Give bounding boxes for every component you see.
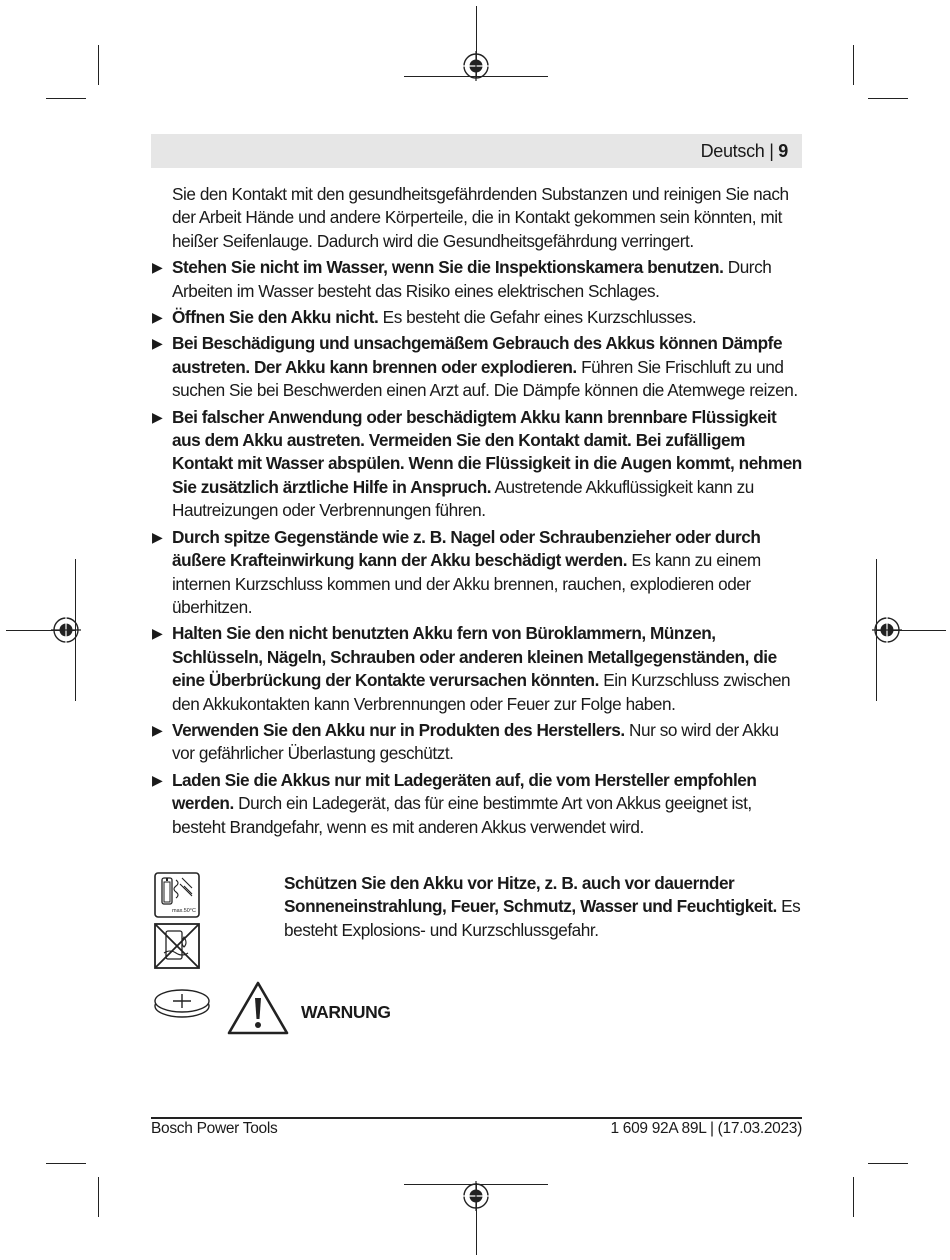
list-item bbox=[151, 256, 803, 303]
intro-paragraph: Sie den Kontakt mit den gesundheitsgefährdenden Substanzen und reinigen Sie nach der Arbeit Hände und andere Körperteile, die in Kontakt gekommen sein könnten, mit heißer Seifenlauge. Dadurch wird die Gesundheitsgefährdung verringert. bbox=[172, 184, 789, 251]
symbol-note-bold: Schützen Sie den Akku vor Hitze, z. B. auch vor dauernder Sonneneinstrahlung, Feuer, Schmutz, Wasser und Feuchtigkeit. bbox=[284, 873, 777, 917]
item-bold-text: Bei falscher Anwendung oder beschädigtem Akku kann brennbare Flüssigkeit aus dem Akku austreten. Vermeiden Sie den Kontakt damit. Bei zufälligem Kontakt mit Wasser abspülen. Wenn die Flüssigkeit in die Augen kommt, nehmen Sie zusätzlich ärztliche Hilfe in Anspruch. bbox=[172, 406, 802, 497]
list-item bbox=[151, 306, 803, 329]
item-text: Durch Arbeiten im Wasser besteht das Risiko eines elektrischen Schlages. bbox=[172, 257, 772, 301]
warning-row bbox=[151, 980, 803, 1040]
page-number: 9 bbox=[778, 141, 788, 161]
crop-mark bbox=[98, 1177, 99, 1217]
footer-brand: Bosch Power Tools bbox=[151, 1120, 278, 1137]
list-item bbox=[151, 719, 803, 766]
header-section: Deutsch bbox=[700, 141, 765, 161]
item-bold-text: Bei Beschädigung und unsachgemäßem Gebrauch des Akkus können Dämpfe austreten. Der Akku kann brennen oder explodieren. bbox=[172, 333, 783, 377]
crop-mark bbox=[46, 98, 86, 99]
heat-protection-icon bbox=[154, 872, 200, 918]
list-item bbox=[151, 406, 803, 523]
item-text: Es kann zu einem internen Kurzschluss kommen und der Akku brennen, rauchen, explodieren oder überhitzen. bbox=[172, 550, 761, 617]
warning-label: WARNUNG bbox=[301, 1002, 391, 1022]
crop-mark bbox=[853, 1177, 854, 1217]
registration-target-icon bbox=[872, 615, 902, 645]
item-bold-text: Halten Sie den nicht benutzten Akku fern von Büroklammern, Münzen, Schlüsseln, Nägeln, Schrauben oder anderen kleinen Metallgegenständen, die eine Überbrückung der Kontakte verursachen könnten. bbox=[172, 623, 777, 691]
warning-triangle-icon bbox=[226, 980, 290, 1036]
list-item bbox=[151, 332, 803, 402]
item-text: Ein Kurzschluss zwischen den Akkukontakten kann Verbrennungen oder Feuer zur Folge haben. bbox=[172, 670, 791, 714]
safety-instructions bbox=[151, 183, 803, 839]
item-bold-text: Öffnen Sie den Akku nicht. bbox=[172, 307, 379, 328]
symbol-note-text bbox=[284, 872, 804, 942]
no-water-icon bbox=[154, 923, 200, 969]
bullet-triangle-icon: ▶ bbox=[152, 408, 163, 425]
bullet-triangle-icon: ▶ bbox=[152, 721, 163, 738]
page-header bbox=[151, 134, 802, 168]
item-bold-text: Stehen Sie nicht im Wasser, wenn Sie die Inspektionskamera benutzen. bbox=[172, 257, 724, 278]
item-text: Austretende Akkuflüssigkeit kann zu Hautreizungen oder Verbrennungen führen. bbox=[172, 476, 754, 521]
registration-target-icon bbox=[461, 51, 491, 81]
item-text: Durch ein Ladegerät, das für eine bestimmte Art von Akkus geeignet ist, besteht Brandgefahr, wenn es mit anderen Akkus verwendet wird. bbox=[172, 793, 752, 837]
footer-rule bbox=[151, 1117, 802, 1119]
crop-mark bbox=[853, 45, 854, 85]
list-item bbox=[151, 622, 803, 716]
bullet-triangle-icon: ▶ bbox=[152, 625, 163, 642]
crop-mark bbox=[868, 1163, 908, 1164]
header-separator: | bbox=[764, 141, 779, 161]
footer-doc-id: 1 609 92A 89L | (17.03.2023) bbox=[610, 1120, 802, 1137]
crop-mark bbox=[46, 1163, 86, 1164]
header-label bbox=[701, 141, 788, 162]
registration-target-icon bbox=[51, 615, 81, 645]
bullet-triangle-icon: ▶ bbox=[152, 335, 163, 352]
item-bold-text: Durch spitze Gegenstände wie z. B. Nagel oder Schraubenzieher oder durch äußere Krafteinwirkung kann der Akku beschädigt werden. bbox=[172, 526, 761, 571]
crop-mark bbox=[868, 98, 908, 99]
item-text: Nur so wird der Akku vor gefährlicher Überlastung geschützt. bbox=[172, 719, 779, 764]
item-bold-text: Laden Sie die Akkus nur mit Ladegeräten auf, die vom Hersteller empfohlen werden. bbox=[172, 769, 757, 814]
bullet-triangle-icon: ▶ bbox=[152, 259, 163, 276]
coin-cell-battery-icon bbox=[152, 986, 212, 1020]
bullet-triangle-icon: ▶ bbox=[152, 528, 163, 545]
item-text: Führen Sie Frischluft zu und suchen Sie bei Beschwerden einen Arzt auf. Die Dämpfe können die Atemwege reizen. bbox=[172, 356, 798, 401]
bullet-triangle-icon: ▶ bbox=[152, 771, 163, 788]
item-text: Es besteht die Gefahr eines Kurzschlusses. bbox=[378, 307, 697, 328]
bullet-triangle-icon: ▶ bbox=[152, 309, 163, 326]
item-bold-text: Verwenden Sie den Akku nur in Produkten des Herstellers. bbox=[172, 719, 625, 740]
list-item bbox=[151, 769, 803, 839]
symbol-note-rest: Es besteht Explosions- und Kurzschlussgefahr. bbox=[284, 896, 801, 940]
registration-target-icon bbox=[461, 1181, 491, 1211]
list-item bbox=[151, 526, 803, 620]
crop-mark bbox=[98, 45, 99, 85]
symbol-note bbox=[151, 872, 803, 972]
heat-icon-label: max.50°C bbox=[172, 908, 196, 914]
